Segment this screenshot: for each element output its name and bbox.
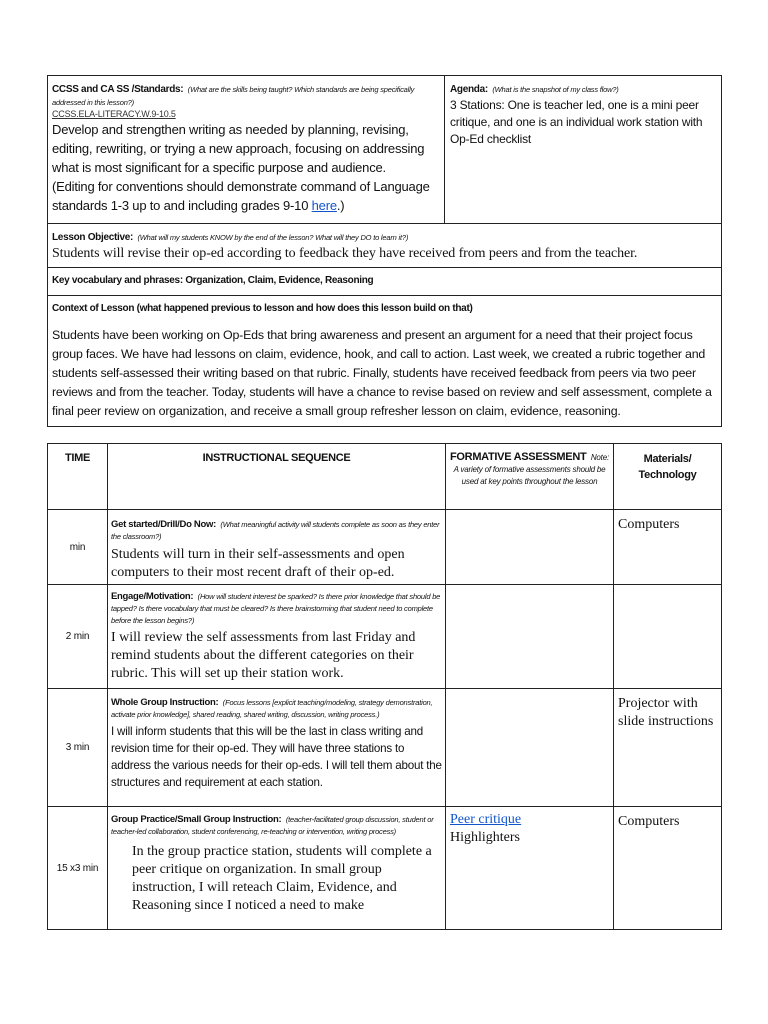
objective-prompt: (What will my students KNOW by the end of the lesson? What will they DO to learn it?): [137, 233, 409, 242]
agenda-label: Agenda:: [450, 84, 488, 95]
row-materials: [614, 585, 722, 689]
row-time: min: [48, 510, 108, 585]
table-row: [48, 510, 722, 585]
standard-code: CCSS.ELA-LITERACY.W.9-10.5: [52, 109, 176, 119]
row-formative: [446, 807, 614, 930]
standards-label: CCSS and CA SS /Standards:: [52, 84, 184, 95]
lesson-overview-table: [47, 75, 722, 427]
context-text: Students have been working on Op-Eds that bring awareness and present an argument for a need that their project focus group faces. We have had lessons on claim, evidence, hook, and call to action. Last week, we created a rubric together and students self-assessed their writing based on that rubric. Finally, students have received feedback from peers via two peer reviews and from the teacher. Today, students will have a chance to revise based on review and self assessment, complete a final peer review on organization, and receive a small group refresher lesson on claim, evidence, reasoning.: [52, 328, 712, 418]
row-time: 15 x3 min: [48, 807, 108, 930]
row-text: Students will turn in their self-assessments and open computers to their most recent draft of their op-ed.: [111, 547, 405, 580]
row-instruction: Engage/Motivation: (How will student interest be sparked? Is there prior knowledge that should be tapped? Is there vocabulary that must be cleared? Is there brainstorming that student need to complete before the lesson begins?) I will review the self assessments from last Friday and remind students about the different categories on their rubric. This will set up their station work.: [108, 585, 446, 689]
row-text: I will review the self assessments from last Friday and remind students about the different categories on their rubric. This will set up their station work.: [111, 630, 416, 681]
standard-text-editing: (Editing for conventions should demonstrate command of Language standards 1-3 up to and including grades 9-10 here.): [52, 179, 430, 213]
materials-header: Materials/ Technology: [614, 444, 722, 510]
row-materials: Computers: [614, 807, 722, 930]
standards-prompt: (What are the skills being taught? Which standards are being specifically addressed in this lesson?): [52, 85, 415, 107]
row-text: In the group practice station, students will complete a peer critique on organization. In small group instruction, I will reteach Claim, Evidence, and Reasoning since I noticed a need to make: [132, 844, 432, 913]
objective-label: Lesson Objective:: [52, 232, 134, 243]
row-time: 2 min: [48, 585, 108, 689]
time-header: TIME: [48, 444, 108, 510]
vocab-cell: [48, 268, 722, 296]
formative-text: Highlighters: [450, 830, 520, 845]
table-row: [48, 585, 722, 689]
table-row: [48, 689, 722, 807]
row-time: 3 min: [48, 689, 108, 807]
row-instruction: Get started/Drill/Do Now: (What meaningful activity will students complete as soon as they enter the classroom?) Students will turn in their self-assessments and open computers to their most recent draft of their op-ed.: [108, 510, 446, 585]
row-formative: [446, 510, 614, 585]
agenda-prompt: (What is the snapshot of my class flow?): [492, 85, 619, 94]
table-row: [48, 807, 722, 930]
row-instruction: Group Practice/Small Group Instruction: (teacher-facilitated group discussion, student or teacher-led collaboration, student conferencing, re-teaching or intervention, writing process) In the group practice station, students will complete a peer critique on organization. In small group instruction, I will reteach Claim, Evidence, and Reasoning since I noticed a need to make: [108, 807, 446, 930]
agenda-text: 3 Stations: One is teacher led, one is a mini peer critique, and one is an individual work station with Op-Ed checklist: [450, 98, 703, 146]
context-label: Context of Lesson (what happened previous to lesson and how does this lesson build on that): [52, 303, 473, 314]
row-formative: [446, 689, 614, 807]
standards-cell: [48, 76, 445, 224]
standard-text: Develop and strengthen writing as needed by planning, revising, editing, rewriting, or trying a new approach, focusing on addressing what is most significant for a specific purpose and audience.: [52, 122, 425, 175]
context-cell: [48, 296, 722, 427]
row-materials: Computers: [614, 510, 722, 585]
row-instruction: Whole Group Instruction: (Focus lessons [explicit teaching/modeling, strategy demonstration, activate prior knowledge], shared reading, shared writing, discussion, writing process.) I will inform students that this will be the last in class writing and revision time for their op-ed. They will have three stations to address the various needs for their op-eds. I will tell them about the structures and requirement at each station.: [108, 689, 446, 807]
vocab-text: Key vocabulary and phrases: Organization, Claim, Evidence, Reasoning: [52, 275, 374, 286]
instruction-header: INSTRUCTIONAL SEQUENCE: [108, 444, 446, 510]
row-materials: Projector with slide instructions: [614, 689, 722, 807]
objective-text: Students will revise their op-ed according to feedback they have received from peers and from the teacher.: [52, 246, 638, 261]
objective-cell: [48, 224, 722, 268]
formative-header: FORMATIVE ASSESSMENT Note: A variety of formative assessments should be used at key points throughout the lesson: [446, 444, 614, 510]
here-link[interactable]: here: [311, 198, 337, 213]
row-text: I will inform students that this will be the last in class writing and revision time for their op-ed. They will have three stations to address the various needs for their op-eds. I will tell them about the structures and requirement at each station.: [111, 725, 442, 789]
agenda-cell: [445, 76, 722, 224]
instructional-sequence-table: [47, 443, 722, 930]
peer-critique-link[interactable]: Peer critique: [450, 812, 522, 827]
row-formative: [446, 585, 614, 689]
